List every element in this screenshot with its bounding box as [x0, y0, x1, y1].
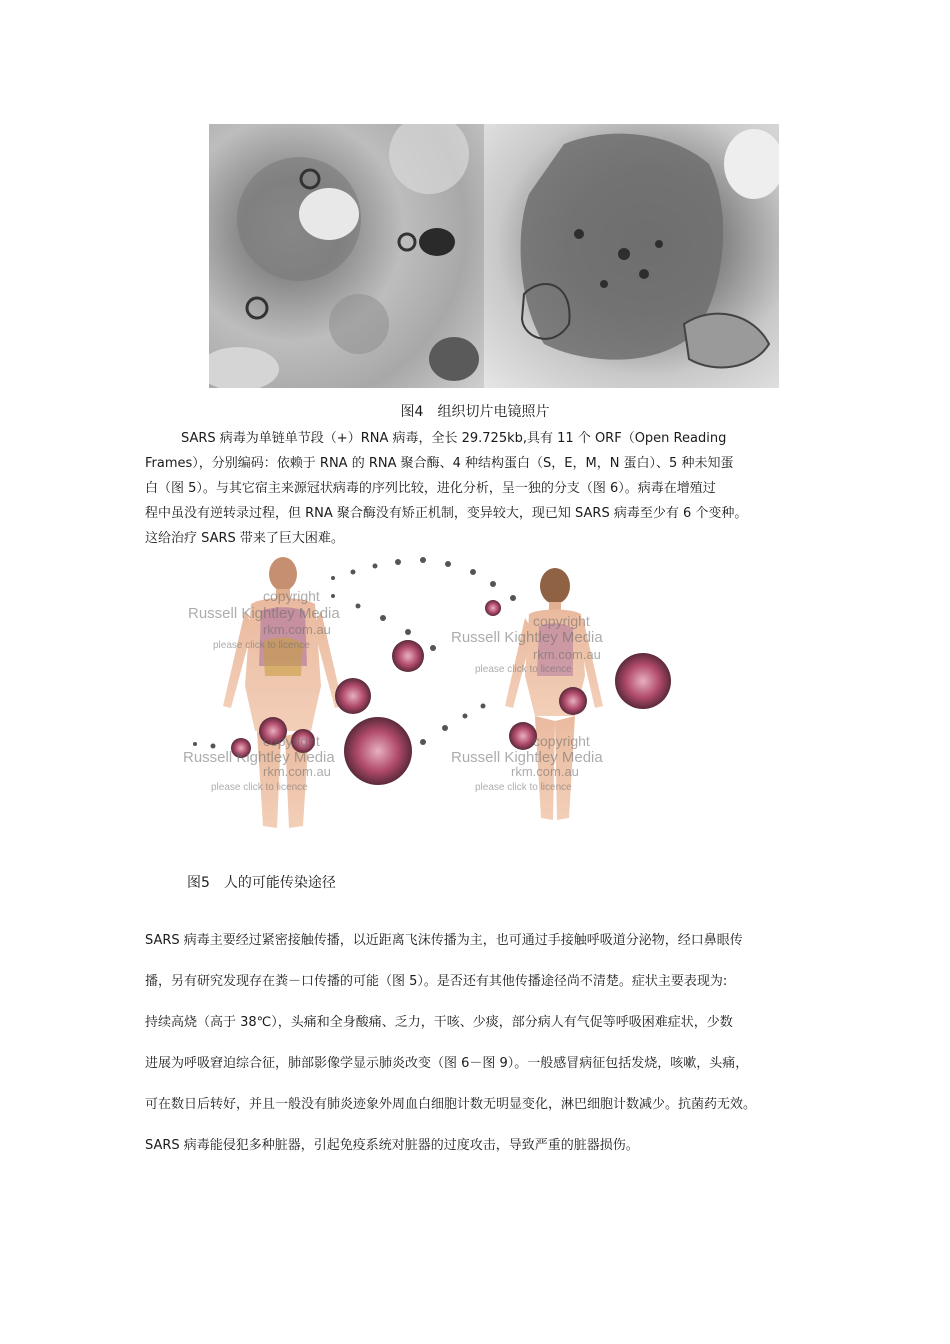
- watermark-line4: please click to licence: [475, 782, 572, 793]
- paragraph-line: 可在数日后转好，并且一般没有肺炎迹象外周血白细胞计数无明显变化，淋巴细胞计数减少。抗菌药无效。: [145, 1097, 757, 1112]
- watermark-line3: rkm.com.au: [263, 622, 331, 637]
- micrograph-right-image: [484, 124, 779, 388]
- paragraph-line: 这给治疗 SARS 带来了巨大困难。: [145, 531, 344, 546]
- micrograph-right: [484, 124, 779, 388]
- figure-5-transmission-illustration: [183, 556, 690, 840]
- figure-4-micrographs: [209, 124, 779, 388]
- paragraph-line: 白（图 5）。与其它宿主来源冠状病毒的序列比较，进化分析，呈一独的分支（图 6）。病毒在增殖过: [145, 481, 716, 496]
- paragraph-sars-genome: [145, 426, 807, 551]
- watermark-line3: rkm.com.au: [533, 647, 601, 662]
- transmission-illustration-image: [183, 556, 690, 840]
- paragraph-line: 程中虽没有逆转录过程，但 RNA 聚合酶没有矫正机制，变异较大，现已知 SARS 病毒至少有 6 个变种。: [145, 506, 748, 521]
- watermark-line2: Russell Kightley Media: [183, 749, 335, 766]
- micrograph-left: [209, 124, 484, 388]
- paragraph-line: SARS 病毒为单链单节段（+）RNA 病毒，全长 29.725kb,具有 11 个 ORF（Open Reading: [181, 431, 727, 446]
- micrograph-left-image: [209, 124, 484, 388]
- watermark-line4: please click to licence: [213, 640, 310, 651]
- watermark-line3: rkm.com.au: [263, 764, 331, 779]
- watermark-line1: copyright: [533, 733, 590, 749]
- watermark-line2: Russell Kightley Media: [188, 605, 340, 622]
- figure-5-caption: 图5 人的可能传染途径: [187, 875, 336, 891]
- watermark-line2: Russell Kightley Media: [451, 629, 603, 646]
- paragraph-line: SARS 病毒主要经过紧密接触传播，以近距离飞沫传播为主，也可通过手接触呼吸道分泌物，经口鼻眼传: [145, 933, 743, 948]
- paragraph-line: Frames），分别编码：依赖于 RNA 的 RNA 聚合酶、4 种结构蛋白（S，E，M，N 蛋白）、5 种未知蛋: [145, 456, 734, 471]
- watermark-line3: rkm.com.au: [511, 764, 579, 779]
- figure-4-caption: 图4 组织切片电镜照片: [400, 404, 550, 420]
- watermark-line1: copyright: [533, 613, 590, 629]
- watermark-line2: Russell Kightley Media: [451, 749, 603, 766]
- watermark-line4: please click to licence: [211, 782, 308, 793]
- watermark-line4: please click to licence: [475, 664, 572, 675]
- paragraph-line: 播，另有研究发现存在粪－口传播的可能（图 5）。是否还有其他传播途径尚不清楚。症状主要表现为:: [145, 974, 728, 989]
- paragraph-line: 进展为呼吸窘迫综合征，肺部影像学显示肺炎改变（图 6－图 9）。一般感冒病征包括发烧，咳嗽，头痛，: [145, 1056, 749, 1071]
- watermark-line1: copyright: [263, 588, 320, 604]
- watermark-line1: copyright: [263, 733, 320, 749]
- paragraph-line: SARS 病毒能侵犯多种脏器，引起免疫系统对脏器的过度攻击，导致严重的脏器损伤。: [145, 1138, 639, 1153]
- paragraph-sars-transmission: [145, 929, 825, 1175]
- paragraph-line: 持续高烧（高于 38℃），头痛和全身酸痛、乏力，干咳、少痰，部分病人有气促等呼吸困难症状，少数: [145, 1015, 733, 1030]
